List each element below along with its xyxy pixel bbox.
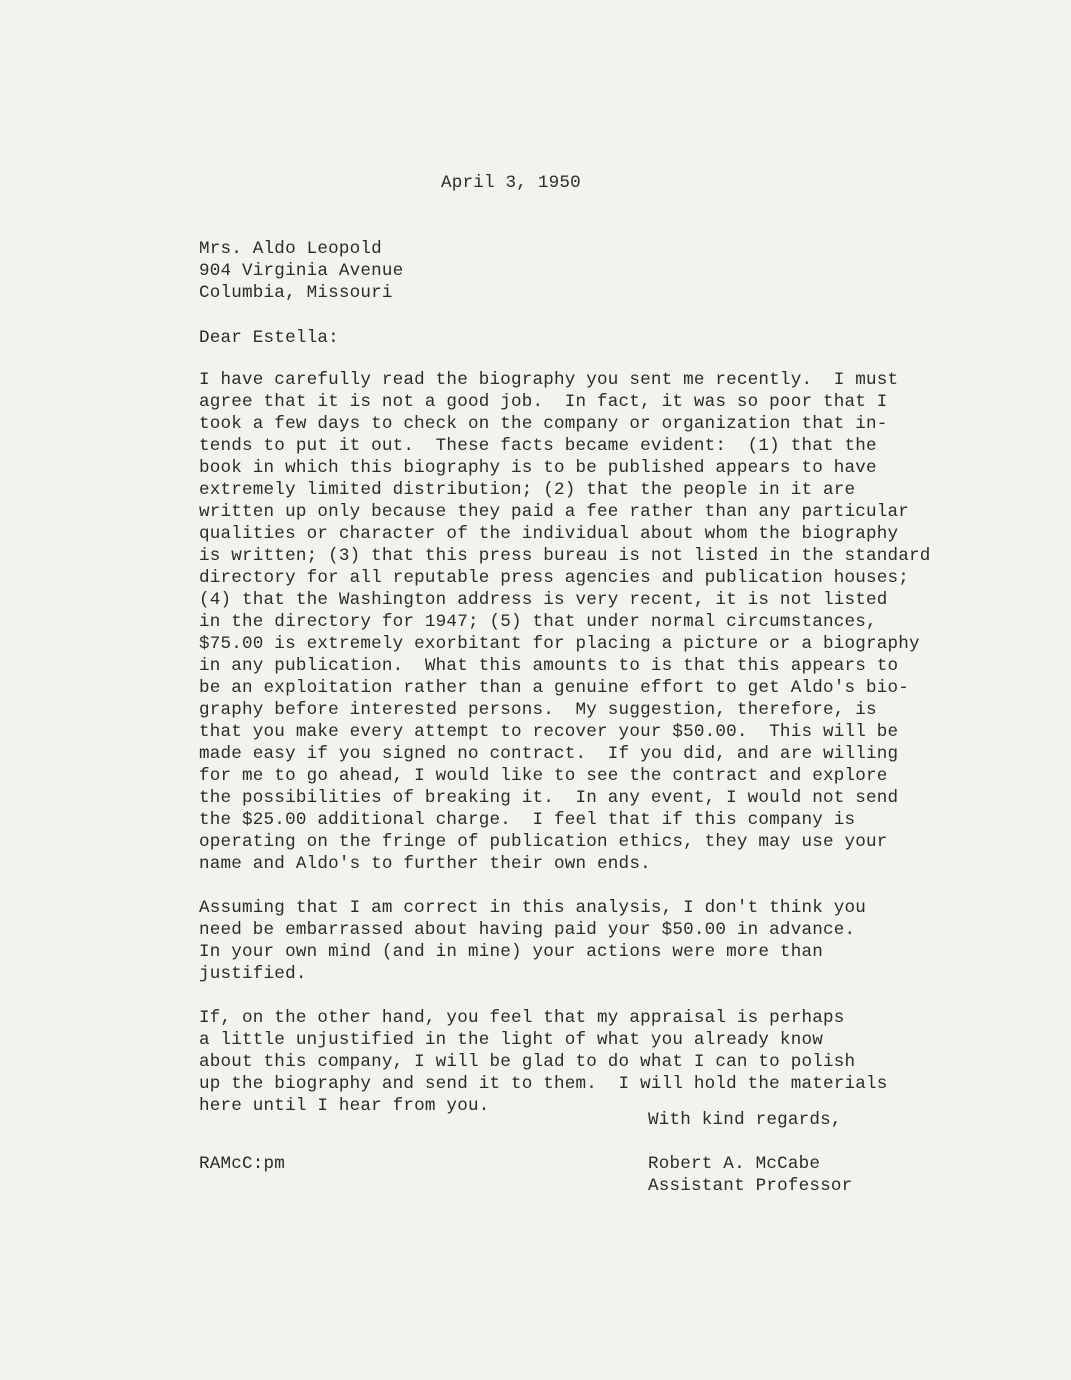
reference-initials: RAMcC:pm: [199, 1154, 286, 1174]
paragraph-1-line: be an exploitation rather than a genuine effort to get Aldo's bio-: [199, 678, 910, 698]
paragraph-3-line: a little unjustified in the light of what you already know: [199, 1030, 823, 1050]
letter-date: April 3, 1950: [441, 173, 581, 193]
paragraph-1-line: tends to put it out. These facts became evident: (1) that the: [199, 436, 877, 456]
paragraph-1-line: qualities or character of the individual about whom the biography: [199, 524, 899, 544]
paragraph-3-line: If, on the other hand, you feel that my appraisal is perhaps: [199, 1008, 845, 1028]
complimentary-close: With kind regards,: [648, 1110, 842, 1130]
paragraph-1-line: made easy if you signed no contract. If you did, and are willing: [199, 744, 899, 764]
paragraph-1-line: extremely limited distribution; (2) that the people in it are: [199, 480, 856, 500]
paragraph-1-line: agree that it is not a good job. In fact, it was so poor that I: [199, 392, 888, 412]
signer-title: Assistant Professor: [648, 1176, 853, 1196]
recipient-name: Mrs. Aldo Leopold: [199, 239, 382, 259]
paragraph-1-line: is written; (3) that this press bureau is not listed in the standard: [199, 546, 931, 566]
paragraph-2-line: Assuming that I am correct in this analysis, I don't think you: [199, 898, 866, 918]
paragraph-2-line: In your own mind (and in mine) your actions were more than: [199, 942, 823, 962]
paragraph-1-line: book in which this biography is to be published appears to have: [199, 458, 877, 478]
paragraph-1-line: written up only because they paid a fee rather than any particular: [199, 502, 910, 522]
paragraph-2-line: need be embarrassed about having paid your $50.00 in advance.: [199, 920, 856, 940]
recipient-city: Columbia, Missouri: [199, 283, 393, 303]
paragraph-1-line: the possibilities of breaking it. In any event, I would not send: [199, 788, 899, 808]
paragraph-1-line: $75.00 is extremely exorbitant for placing a picture or a biography: [199, 634, 920, 654]
paragraph-1-line: (4) that the Washington address is very recent, it is not listed: [199, 590, 888, 610]
paragraph-1-line: name and Aldo's to further their own ends.: [199, 854, 651, 874]
paragraph-1-line: for me to go ahead, I would like to see the contract and explore: [199, 766, 888, 786]
paragraph-1-line: that you make every attempt to recover your $50.00. This will be: [199, 722, 899, 742]
paragraph-3-line: about this company, I will be glad to do what I can to polish: [199, 1052, 856, 1072]
paragraph-1-line: directory for all reputable press agencies and publication houses;: [199, 568, 910, 588]
paragraph-1-line: graphy before interested persons. My suggestion, therefore, is: [199, 700, 877, 720]
paragraph-3-line: here until I hear from you.: [199, 1096, 490, 1116]
paragraph-1-line: I have carefully read the biography you sent me recently. I must: [199, 370, 899, 390]
paragraph-1-line: took a few days to check on the company or organization that in-: [199, 414, 888, 434]
paragraph-1-line: in the directory for 1947; (5) that under normal circumstances,: [199, 612, 877, 632]
paragraph-2-line: justified.: [199, 964, 307, 984]
salutation: Dear Estella:: [199, 328, 339, 348]
paragraph-3-line: up the biography and send it to them. I will hold the materials: [199, 1074, 888, 1094]
recipient-street: 904 Virginia Avenue: [199, 261, 404, 281]
signer-name: Robert A. McCabe: [648, 1154, 821, 1174]
paragraph-1-line: the $25.00 additional charge. I feel that if this company is: [199, 810, 856, 830]
paragraph-1-line: in any publication. What this amounts to is that this appears to: [199, 656, 899, 676]
paragraph-1-line: operating on the fringe of publication ethics, they may use your: [199, 832, 888, 852]
